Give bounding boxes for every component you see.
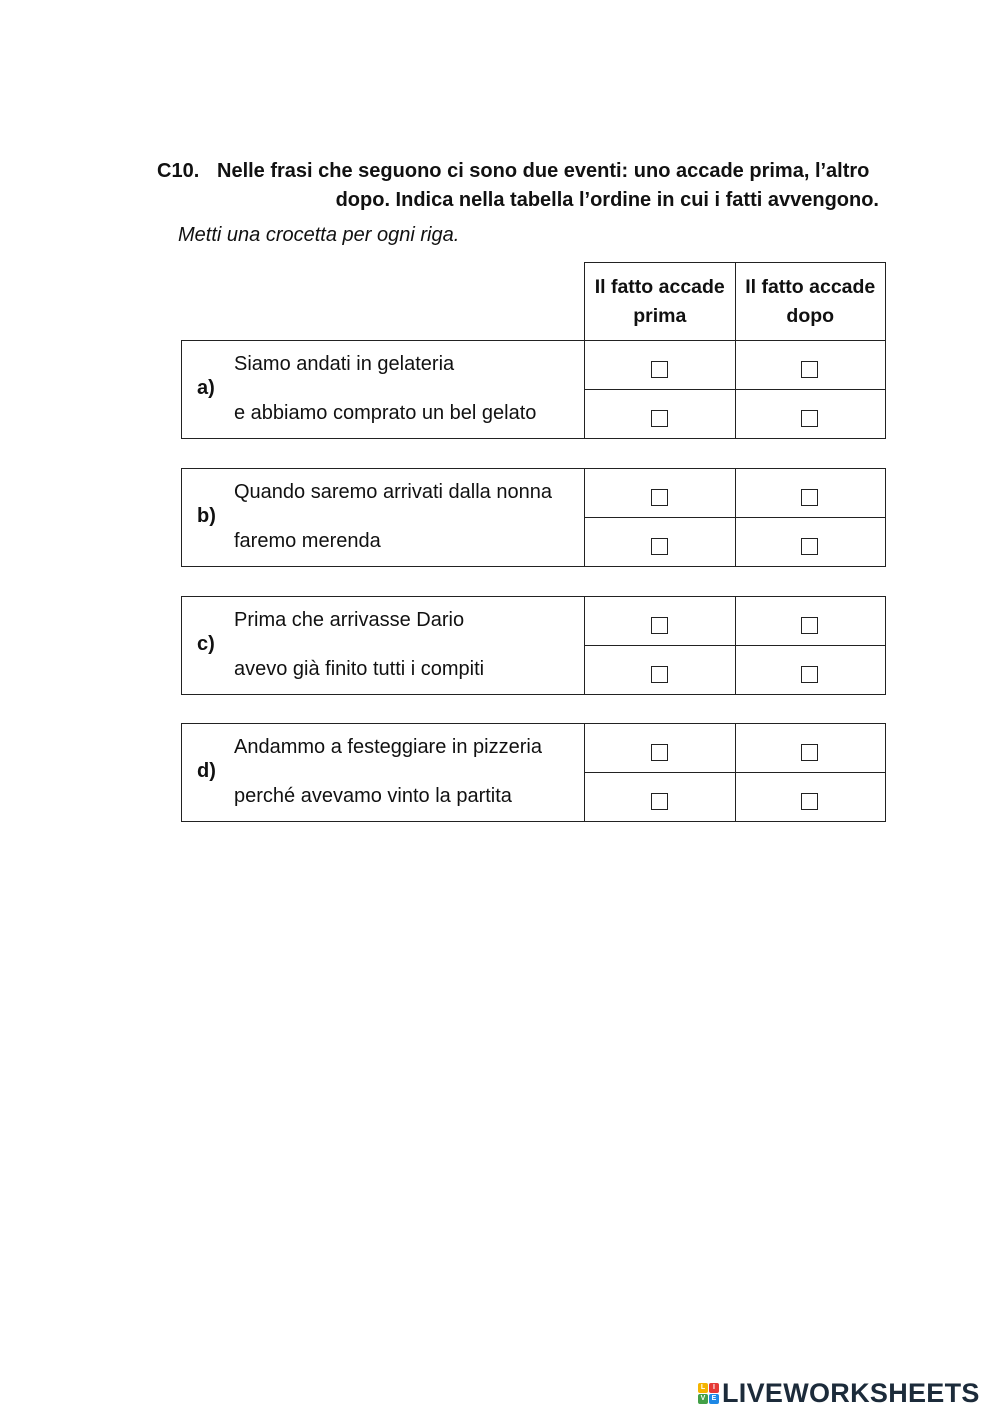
- checkbox-c1-prima[interactable]: [651, 617, 668, 634]
- question-text-line2: dopo. Indica nella tabella l’ordine in cui i fatti avvengono.: [335, 189, 879, 211]
- header-prima: [585, 263, 735, 340]
- item-c: [181, 596, 886, 695]
- logo-mark-i: I: [709, 1383, 719, 1393]
- logo-mark-icon: [698, 1383, 719, 1404]
- logo-text: LIVEWORKSHEETS: [722, 1378, 980, 1408]
- checkbox-a2-prima[interactable]: [651, 410, 668, 427]
- item-letter: a): [197, 377, 215, 399]
- item-d: [181, 723, 886, 822]
- item-letter: b): [197, 505, 216, 527]
- instruction: Metti una crocetta per ogni riga.: [178, 224, 460, 246]
- checkbox-b1-dopo[interactable]: [801, 489, 818, 506]
- item-letter: d): [197, 760, 216, 782]
- header-dopo: [735, 263, 886, 340]
- item-sentence-1: Prima che arrivasse Dario: [234, 609, 465, 631]
- question-number: C10.: [157, 160, 200, 182]
- header-prima-line1: Il fatto accade: [594, 276, 725, 298]
- logo-mark-l: L: [698, 1383, 708, 1393]
- item-sentence-1: Siamo andati in gelateria: [234, 353, 455, 375]
- checkbox-c2-dopo[interactable]: [801, 666, 818, 683]
- item-a: [181, 340, 886, 439]
- item-sentence-2: avevo già finito tutti i compiti: [234, 658, 485, 680]
- item-sentence-2: e abbiamo comprato un bel gelato: [234, 402, 537, 424]
- item-sentence-1: Andammo a festeggiare in pizzeria: [234, 736, 542, 758]
- item-sentence-1: Quando saremo arrivati dalla nonna: [234, 481, 552, 503]
- checkbox-grid: [584, 469, 885, 566]
- checkbox-c2-prima[interactable]: [651, 666, 668, 683]
- liveworksheets-logo: [698, 1378, 980, 1409]
- table-header: [584, 262, 886, 341]
- logo-mark-e: E: [709, 1394, 719, 1404]
- checkbox-c1-dopo[interactable]: [801, 617, 818, 634]
- grid-divider: [585, 772, 886, 773]
- checkbox-grid: [584, 597, 885, 694]
- checkbox-d2-dopo[interactable]: [801, 793, 818, 810]
- checkbox-d1-prima[interactable]: [651, 744, 668, 761]
- header-prima-line2: prima: [633, 305, 687, 327]
- checkbox-a2-dopo[interactable]: [801, 410, 818, 427]
- checkbox-grid: [584, 724, 885, 821]
- grid-divider: [585, 517, 886, 518]
- checkbox-d1-dopo[interactable]: [801, 744, 818, 761]
- logo-mark-v: V: [698, 1394, 708, 1404]
- question-text-line1: Nelle frasi che seguono ci sono due eventi: uno accade prima, l’altro: [217, 160, 870, 182]
- item-sentence-2: perché avevamo vinto la partita: [234, 785, 512, 807]
- header-dopo-line1: Il fatto accade: [745, 276, 876, 298]
- checkbox-b2-dopo[interactable]: [801, 538, 818, 555]
- item-b: [181, 468, 886, 567]
- item-letter: c): [197, 633, 215, 655]
- checkbox-b1-prima[interactable]: [651, 489, 668, 506]
- item-sentence-2: faremo merenda: [234, 530, 381, 552]
- checkbox-grid: [584, 341, 885, 438]
- checkbox-a1-prima[interactable]: [651, 361, 668, 378]
- checkbox-a1-dopo[interactable]: [801, 361, 818, 378]
- header-dopo-line2: dopo: [786, 305, 835, 327]
- checkbox-b2-prima[interactable]: [651, 538, 668, 555]
- grid-divider: [585, 389, 886, 390]
- grid-divider: [585, 645, 886, 646]
- checkbox-d2-prima[interactable]: [651, 793, 668, 810]
